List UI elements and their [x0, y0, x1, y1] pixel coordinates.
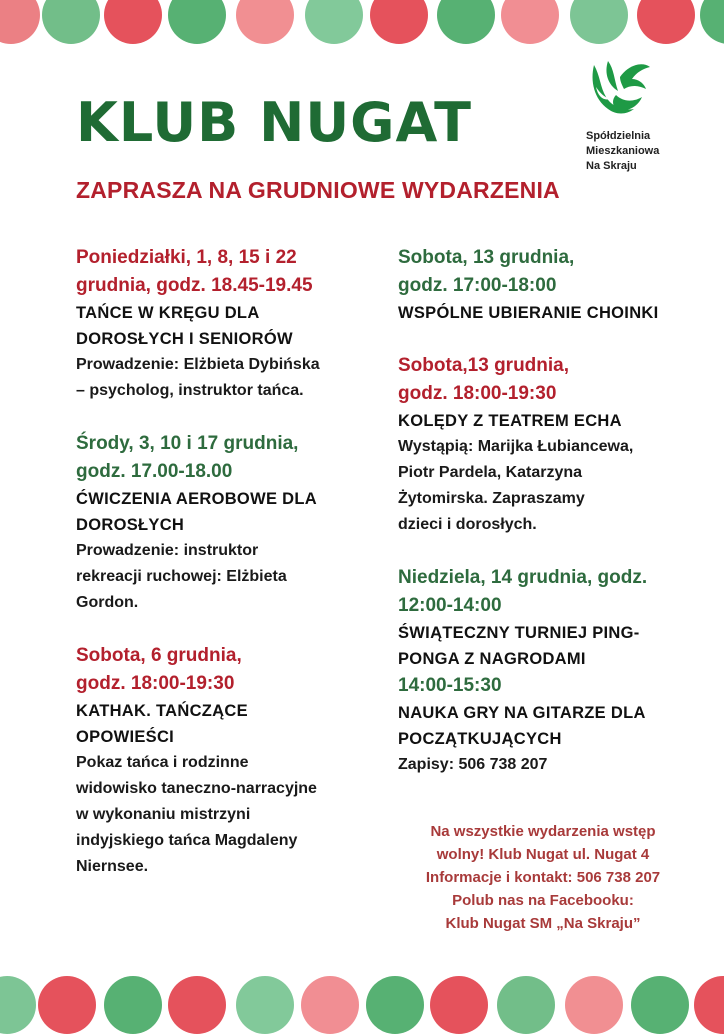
event-block: [76, 244, 366, 404]
event-date: Środy, 3, 10 i 17 grudnia,: [76, 433, 299, 454]
event-date: grudnia, godz. 18.45-19.45: [76, 275, 313, 296]
event-date: Sobota, 13 grudnia,: [398, 247, 575, 268]
dot-decoration: [104, 976, 162, 1034]
dot-decoration: [631, 976, 689, 1034]
event-name: ŚWIĄTECZNY TURNIEJ PING-: [398, 624, 640, 642]
event-block: [398, 352, 698, 538]
event-description: Żytomirska. Zapraszamy: [398, 490, 585, 507]
event-date: Sobota,13 grudnia,: [398, 355, 570, 376]
dot-decoration: [366, 976, 424, 1034]
dot-decoration: [0, 976, 36, 1034]
left-event-column: [76, 244, 366, 906]
dot-decoration: [236, 976, 294, 1034]
footer-line: Na wszystkie wydarzenia wstęp: [430, 823, 656, 840]
dot-decoration: [437, 0, 495, 44]
dot-decoration: [637, 0, 695, 44]
cooperative-logo: [586, 57, 668, 174]
dot-decoration: [570, 0, 628, 44]
event-date: godz. 18:00-19:30: [398, 383, 557, 404]
bottom-dot-border: [0, 976, 724, 1036]
footer-line: Klub Nugat SM „Na Skraju”: [445, 915, 641, 932]
page-subtitle: ZAPRASZA NA GRUDNIOWE WYDARZENIA: [76, 177, 560, 203]
dot-decoration: [700, 0, 724, 44]
event-date: 12:00-14:00: [398, 595, 502, 616]
event-description: widowisko taneczno-narracyjne: [76, 780, 317, 797]
logo-text-line: Spółdzielnia: [586, 130, 651, 142]
event-description: indyjskiego tańca Magdaleny: [76, 832, 298, 849]
dot-decoration: [0, 0, 40, 44]
event-date: Niedziela, 14 grudnia, godz.: [398, 567, 648, 588]
event-description: Prowadzenie: instruktor: [76, 542, 259, 559]
dot-decoration: [565, 976, 623, 1034]
event-date: godz. 17:00-18:00: [398, 275, 557, 296]
dot-decoration: [430, 976, 488, 1034]
event-name: PONGA Z NAGRODAMI: [398, 650, 586, 668]
dot-decoration: [694, 976, 724, 1034]
event-description: w wykonaniu mistrzyni: [76, 806, 251, 823]
event-block: [398, 564, 698, 778]
event-description: Piotr Pardela, Katarzyna: [398, 464, 583, 481]
event-name: TAŃCE W KRĘGU DLA: [76, 304, 260, 322]
dot-decoration: [104, 0, 162, 44]
dot-decoration: [501, 0, 559, 44]
event-name: ĆWICZENIA AEROBOWE DLA: [76, 490, 317, 508]
dot-decoration: [370, 0, 428, 44]
event-date: Sobota, 6 grudnia,: [76, 645, 242, 666]
footer-line: Polub nas na Facebooku:: [452, 892, 634, 909]
dot-decoration: [38, 976, 96, 1034]
event-block: [398, 244, 698, 326]
top-dot-border: [0, 0, 724, 46]
leaf-bird-logo-icon: [586, 57, 652, 121]
event-description: – psycholog, instruktor tańca.: [76, 382, 304, 399]
event-date: Poniedziałki, 1, 8, 15 i 22: [76, 247, 297, 268]
info-footer: [398, 820, 688, 935]
right-event-column: [398, 244, 698, 804]
event-date: 14:00-15:30: [398, 675, 502, 696]
event-name: WSPÓLNE UBIERANIE CHOINKI: [398, 304, 659, 322]
dot-decoration: [497, 976, 555, 1034]
event-description: Wystąpią: Marijka Łubiancewa,: [398, 438, 634, 455]
event-description: rekreacji ruchowej: Elżbieta: [76, 568, 287, 585]
event-name: NAUKA GRY NA GITARZE DLA: [398, 704, 646, 722]
dot-decoration: [168, 0, 226, 44]
event-name: KATHAK. TAŃCZĄCE: [76, 702, 248, 720]
page-title: KLUB NUGAT: [76, 91, 472, 154]
logo-text-line: Na Skraju: [586, 160, 637, 172]
event-block: [76, 430, 366, 616]
event-description: Prowadzenie: Elżbieta Dybińska: [76, 356, 320, 373]
dot-decoration: [301, 976, 359, 1034]
event-description: Niernsee.: [76, 858, 149, 875]
event-name: DOROSŁYCH: [76, 516, 185, 534]
event-name: DOROSŁYCH I SENIORÓW: [76, 330, 293, 348]
event-name: POCZĄTKUJĄCYCH: [398, 730, 562, 748]
dot-decoration: [236, 0, 294, 44]
event-description: Gordon.: [76, 594, 139, 611]
signup-phone: Zapisy: 506 738 207: [398, 756, 548, 773]
event-date: godz. 18:00-19:30: [76, 673, 235, 694]
footer-line: Informacje i kontakt: 506 738 207: [425, 869, 661, 886]
event-description: dzieci i dorosłych.: [398, 516, 537, 533]
dot-decoration: [305, 0, 363, 44]
event-name: OPOWIEŚCI: [76, 728, 175, 746]
footer-line: wolny! Klub Nugat ul. Nugat 4: [436, 846, 650, 863]
dot-decoration: [42, 0, 100, 44]
event-name: KOLĘDY Z TEATREM ECHA: [398, 412, 622, 430]
event-date: godz. 17.00-18.00: [76, 461, 233, 482]
event-block: [76, 642, 366, 880]
dot-decoration: [168, 976, 226, 1034]
event-description: Pokaz tańca i rodzinne: [76, 754, 249, 771]
logo-text-line: Mieszkaniowa: [586, 145, 660, 157]
